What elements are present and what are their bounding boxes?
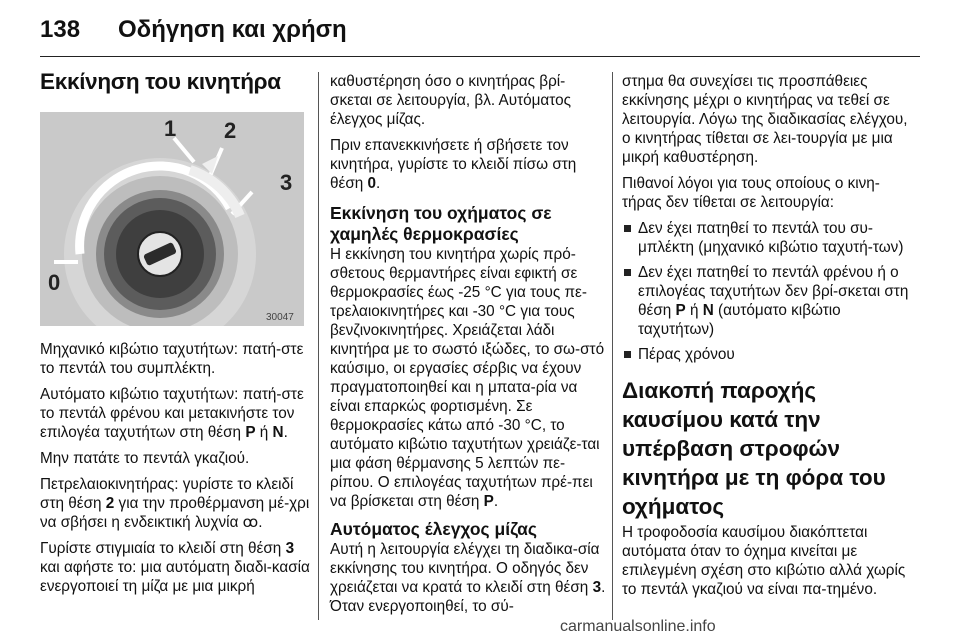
para-diesel: Πετρελαιοκινητήρας: γυρίστε το κλειδί στη θέση 2 για την προθέρμανση μέ-χρι να σβήσει η ενδεικτική λυχνία ꝏ. — [40, 476, 310, 531]
para-restart: Πριν επανεκκινήσετε ή σβήσετε τον κινητήρα, γυρίστε το κλειδί πίσω στη θέση 0. — [330, 137, 577, 192]
ignition-figure — [40, 112, 304, 326]
reasons-list — [622, 219, 910, 364]
header-rule — [40, 56, 920, 57]
para-continue-attempts: στημα θα συνεχίσει τις προσπάθειες εκκίνησης μέχρι ο κινητήρας να τεθεί σε λειτουργία. Λόγω της διαδικασίας ελέγχου, ο κινητήρας τίθεται σε λει-τουργία με μια μικρή καθυστέρηση. — [622, 73, 908, 166]
ignition-switch-illustration — [40, 112, 304, 326]
column-2 — [330, 72, 606, 623]
column-1-text — [40, 340, 316, 603]
para-manual-gearbox: Μηχανικό κιβώτιο ταχυτήτων: πατή-στε το πεντάλ του συμπλέκτη. — [40, 341, 304, 377]
para-fuel-cutoff: Η τροφοδοσία καυσίμου διακόπτεται αυτόματα όταν το όχημα κινείται με επιλεγμένη σχέση στο κιβώτιο αλλά χωρίς το πεντάλ γκαζιού να είναι πα-τημένο. — [622, 524, 906, 598]
figure-code: 30047 — [266, 312, 294, 323]
column-3 — [622, 72, 910, 606]
column-1 — [40, 69, 316, 94]
page-header — [40, 10, 920, 50]
footer-watermark: carmanualsonline.info — [560, 618, 716, 635]
para-delay: καθυστέρηση όσο ο κινητήρας βρί-σκεται σε λειτουργία, βλ. Αυτόματος έλεγχος μίζας. — [330, 73, 571, 128]
chapter-title: Οδήγηση και χρήση — [118, 16, 347, 43]
figure-label-2: 2 — [224, 118, 237, 143]
list-item: Πέρας χρόνου — [622, 345, 910, 364]
para-auto-gearbox: Αυτόματο κιβώτιο ταχυτήτων: πατή-στε το πεντάλ φρένου και μετακινήστε τον επιλογέα ταχυτήτων στη θέση P ή N. — [40, 386, 304, 441]
figure-label-3: 3 — [280, 170, 293, 195]
figure-label-0: 0 — [48, 270, 61, 295]
heading-fuel-cutoff: Διακοπή παροχής καυσίμου κατά την υπέρβαση στροφών κινητήρα με τη φόρα του οχήματος — [622, 378, 886, 519]
para-low-temperature: Η εκκίνηση του κινητήρα χωρίς πρό-σθετους θερμαντήρες είναι εφικτή σε θερμοκρασίες έως -25 °C για τους πε-τρελαιοκινητήρες και -30 °C για τους βενζινοκινητήρες. Χρειάζεται λάδι κινητήρα με το σωστό ιξώδες, το σω-στό καύσιμο, οι εργασίες σέρβις να έχουν πραγματοποιηθεί και η μπατα-ρία να είναι επαρκώς φορτισμένη. Σε θερμοκρασίες κάτω από -30 °C, το αυτόματο κιβώτιο ταχυτήτων χρειάζε-ται μια φάση θέρμανσης 5 λεπτών πε-ρίπου. Ο επιλογέας ταχυτήτων πρέ-πει να βρίσκεται στη θέση P. — [330, 246, 605, 510]
list-item: Δεν έχει πατηθεί το πεντάλ του συ-μπλέκτη (μηχανικό κιβώτιο ταχυτή-των) — [622, 219, 910, 257]
column-divider-1 — [318, 72, 319, 620]
section-heading-engine-start: Εκκίνηση του κινητήρα — [40, 69, 281, 94]
column-divider-2 — [612, 72, 613, 620]
preheat-lamp-icon: ꝏ — [242, 514, 259, 531]
para-possible-reasons: Πιθανοί λόγοι για τους οποίους ο κινη-τήρας δεν τίθεται σε λειτουργία: — [622, 175, 880, 211]
figure-label-1: 1 — [164, 116, 177, 141]
list-item: Δεν έχει πατηθεί το πεντάλ φρένου ή ο επιλογέας ταχυτήτων δεν βρί-σκεται στη θέση P ή N (αυτόματο κιβώτιο ταχυτήτων) — [622, 263, 910, 339]
heading-low-temperature: Εκκίνηση του οχήματος σε χαμηλές θερμοκρασίες — [330, 203, 552, 244]
para-turn-key: Γυρίστε στιγμιαία το κλειδί στη θέση 3 και αφήστε το: μια αυτόματη διαδι-κασία ενεργοποιεί τη μίζα με μια μικρή — [40, 540, 310, 595]
heading-auto-starter: Αυτόματος έλεγχος μίζας — [330, 519, 538, 539]
para-auto-starter: Αυτή η λειτουργία ελέγχει τη διαδικα-σία εκκίνησης του κινητήρα. Ο οδηγός δεν χρειάζεται να κρατά το κλειδί στη θέση 3. Όταν ενεργοποιηθεί, το σύ- — [330, 541, 606, 615]
page-number: 138 — [40, 16, 81, 43]
para-no-throttle: Μην πατάτε το πεντάλ γκαζιού. — [40, 450, 250, 467]
